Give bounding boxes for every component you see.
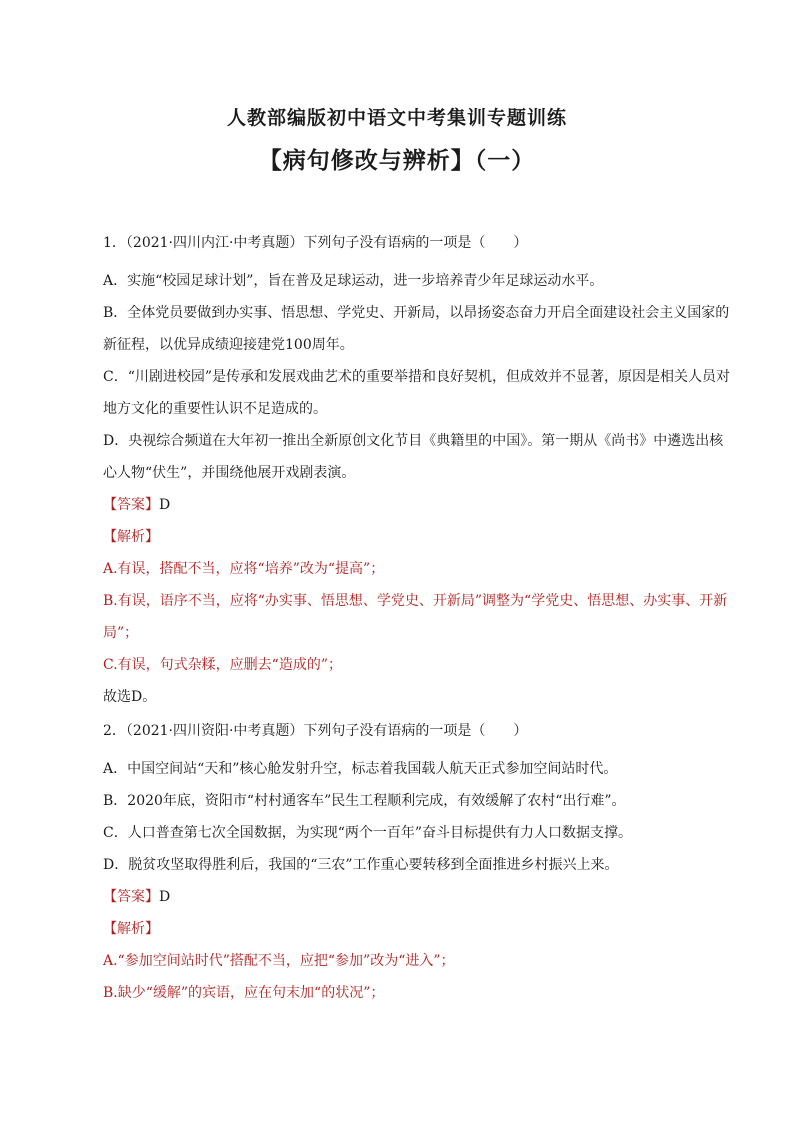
q1-explanation-a: A.有误，搭配不当，应将“培养”改为“提高”； — [103, 561, 385, 577]
q1-option-c-line2: 地方文化的重要性认识不足造成的。 — [103, 401, 327, 417]
q2-analysis-label: 【解析】 — [103, 921, 159, 937]
q2-stem: 2．（2021·四川资阳·中考真题）下列句子没有语病的一项是（ ） — [103, 723, 528, 739]
q1-option-a: A．实施“校园足球计划”，旨在普及足球运动，进一步培养青少年足球运动水平。 — [103, 273, 604, 289]
q1-analysis-label: 【解析】 — [103, 529, 159, 545]
q2-option-d: D．脱贫攻坚取得胜利后，我国的“三农”工作重心要转移到全面推进乡村振兴上来。 — [103, 857, 619, 873]
q2-option-c: C．人口普查第七次全国数据，为实现“两个一百年”奋斗目标提供有力人口数据支撑。 — [103, 825, 633, 841]
q2-answer — [103, 887, 170, 907]
q1-option-c-line1: C．“川剧进校园”是传承和发展戏曲艺术的重要举措和良好契机，但成效并不显著，原因是相关人员对 — [103, 369, 731, 385]
q1-option-d-line1: D．央视综合频道在大年初一推出全新原创文化节目《典籍里的中国》。第一期从《尚书》中遴选出核 — [103, 433, 724, 449]
q1-answer — [103, 495, 170, 515]
q2-answer-label: 【答案】 — [103, 889, 159, 905]
q1-stem: 1．（2021·四川内江·中考真题）下列句子没有语病的一项是（ ） — [103, 235, 528, 251]
q1-conclusion: 故选D。 — [103, 689, 157, 705]
q2-option-a: A．中国空间站“天和”核心舱发射升空，标志着我国载人航天正式参加空间站时代。 — [103, 761, 618, 777]
q1-option-d-line2: 心人物“伏生”，并围绕他展开戏剧表演。 — [103, 465, 356, 481]
q1-explanation-b-line2: 局”； — [103, 625, 139, 641]
q2-answer-value: D — [159, 889, 171, 905]
q1-option-b-line1: B．全体党员要做到办实事、悟思想、学党史、开新局，以昂扬姿态奋力开启全面建设社会主义国家的 — [103, 305, 730, 321]
q1-option-b-line2: 新征程，以优异成绩迎接建党100周年。 — [103, 337, 354, 353]
document-title: 人教部编版初中语文中考集训专题训练 — [226, 107, 567, 129]
q2-explanation-a: A.“参加空间站时代”搭配不当，应把“参加”改为“进入”； — [103, 953, 455, 969]
q1-answer-value: D — [159, 497, 171, 513]
q1-explanation-c: C.有误，句式杂糅，应删去“造成的”； — [103, 657, 342, 673]
q2-option-b: B．2020年底，资阳市“村村通客车”民生工程顺利完成，有效缓解了农村“出行难”。 — [103, 793, 626, 809]
q1-answer-label: 【答案】 — [103, 497, 159, 513]
q1-explanation-b-line1: B.有误，语序不当，应将“办实事、悟思想、学党史、开新局”调整为“学党史、悟思想、办实事、开新 — [103, 593, 728, 609]
document-subtitle: 【病句修改与辨析】（一） — [258, 148, 536, 174]
q2-explanation-b: B.缺少“缓解”的宾语，应在句末加“的状况”； — [103, 985, 385, 1001]
